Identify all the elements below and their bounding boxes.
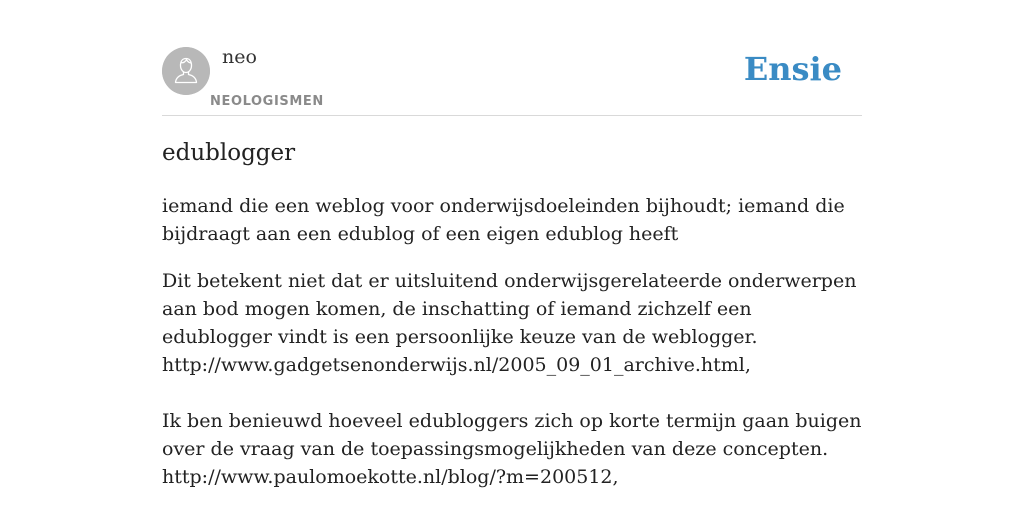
- entry-word: edublogger: [162, 140, 296, 166]
- entry-examples: [162, 267, 862, 491]
- example-source: http://www.paulomoekotte.nl/blog/?m=200512,: [162, 466, 619, 488]
- brand-logo[interactable]: Ensie: [743, 50, 842, 88]
- entry-definition: iemand die een weblog voor onderwijsdoeleinden bijhoudt; iemand die bijdraagt aan een edublog of een eigen edublog heeft: [162, 195, 845, 245]
- entry-page: [162, 0, 862, 488]
- category-label[interactable]: NEOLOGISMEN: [210, 94, 324, 109]
- example-text: Ik ben benieuwd hoeveel edubloggers zich op korte termijn gaan buigen over de vraag van de toepassingsmogelijkheden van deze concepten.: [162, 410, 862, 460]
- example-divider: [162, 379, 862, 407]
- example-source: http://www.gadgetsenonderwijs.nl/2005_09_01_archive.html,: [162, 354, 751, 376]
- example-text: Dit betekent niet dat er uitsluitend onderwijsgerelateerde onderwerpen aan bod mogen komen, de inschatting of iemand zichzelf een edublogger vindt is een persoonlijke keuze van de weblogger.: [162, 270, 857, 348]
- user-placeholder-icon: [162, 47, 210, 95]
- entry-header: [162, 0, 862, 116]
- author-avatar[interactable]: [162, 47, 210, 95]
- author-name[interactable]: neo: [222, 46, 257, 68]
